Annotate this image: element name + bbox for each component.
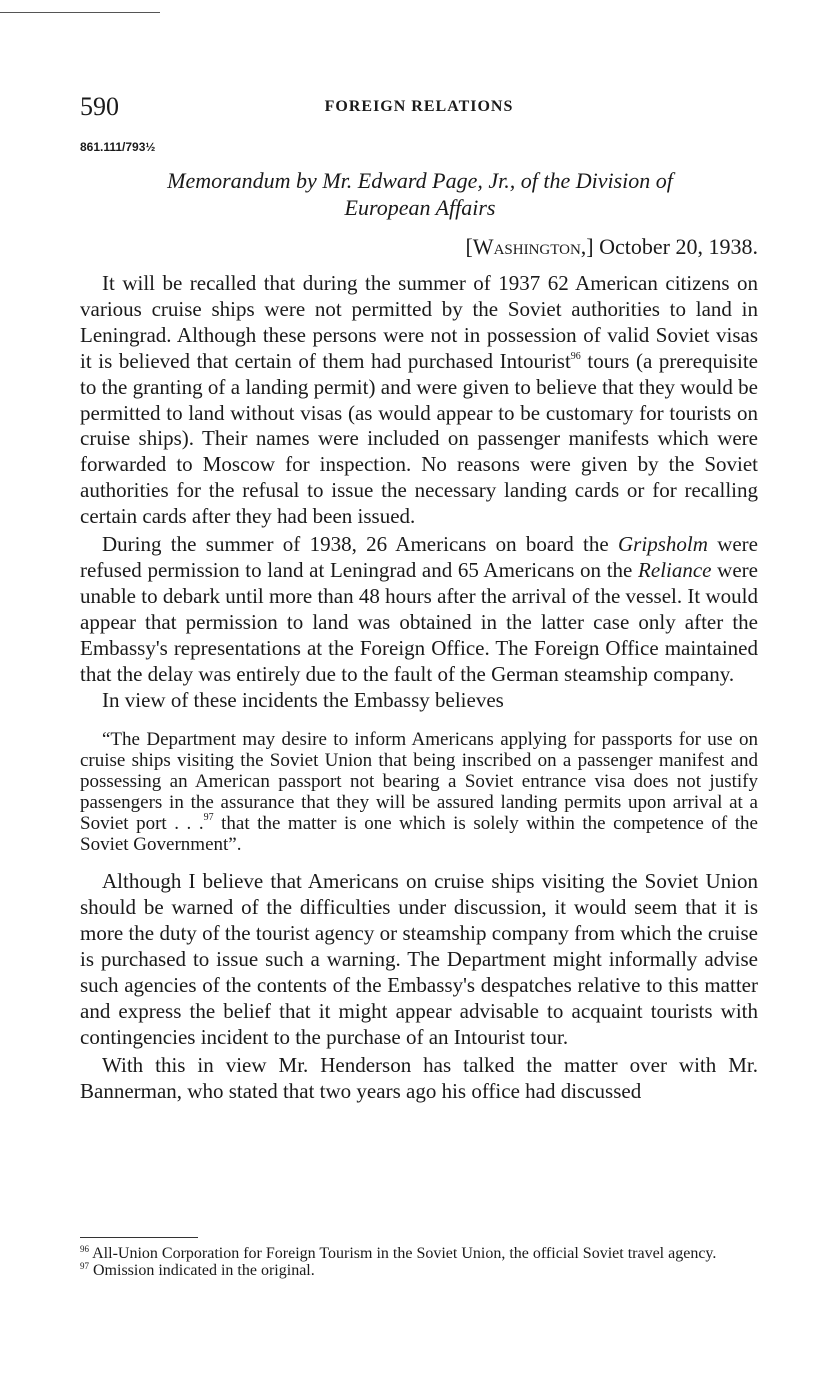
paragraph-4: Although I believe that Americans on cruise ships visiting the Soviet Union should be warned of the difficulties under discussion, it would seem that it is more the duty of the tourist agency or steamship company from which the cruise is purchased to issue such a warning. The Department might informally advise such agencies of the contents of the Embassy's despatches relative to this matter and express the belief that it might appear advisable to acquaint tourists with contingencies incident to the purchase of an Intourist tour. — [80, 869, 758, 1049]
footnote-mark-96: 96 — [80, 1244, 89, 1254]
dateline-place: [Washington,] — [465, 234, 594, 259]
memorandum-body — [80, 271, 758, 1105]
page-header — [80, 92, 758, 122]
paragraph-2-text-a: During the summer of 1938, 26 Americans on board the — [102, 532, 619, 557]
footnote-96 — [80, 1245, 758, 1262]
paragraph-2-text-c: were unable to debark until more than 48 hours after the arrival of the vessel. It would appear that permission to land was obtained in the latter case only after the Embassy's representations at the Foreign Office. The Foreign Office maintained that the delay was entirely due to the fault of the German steamship company. — [80, 557, 758, 686]
file-number: 861.111/793½ — [80, 140, 156, 154]
page-number: 590 — [80, 92, 119, 121]
footnote-text-96: All-Union Corporation for Foreign Tourism in the Soviet Union, the official Soviet travel agency. — [92, 1245, 717, 1262]
top-edge-rule — [0, 12, 160, 13]
paragraph-1-text-b: tours (a prerequisite to the granting of a landing permit) and were given to believe that they would be permitted to land without visas (as would appear to be customary for tourists on cruise ships). Their names were included on passenger manifests which were forwarded to Moscow for inspection. No reasons were given by the Soviet authorities for the refusal to issue the necessary landing cards or for recalling certain cards after they had been issued. — [80, 348, 758, 529]
paragraph-2 — [80, 532, 758, 687]
footnote-ref-96: 96 — [570, 350, 581, 362]
paragraph-3: In view of these incidents the Embassy believes — [102, 687, 504, 712]
footnotes — [80, 1245, 758, 1279]
document-title — [100, 167, 740, 221]
ship-name-reliance: Reliance — [638, 557, 712, 582]
paragraph-1-text-a: It will be recalled that during the summer of 1937 62 American citizens on various cruise ships were not permitted by the Soviet authorities to land in Leningrad. Although these persons were not in possession of valid Soviet visas it is believed that certain of them had purchased Intourist — [80, 271, 758, 373]
quote-text-a: “The Department may desire to inform Americans applying for passports for use on cruise ships visiting the Soviet Union that being inscribed on a passenger manifest and possessing an American passport not bearing a Soviet entrance visa does not justify passengers in the assurance that they will be assured landing permits upon arrival at a Soviet port . . . — [80, 729, 758, 835]
title-line-1: Memorandum by Mr. Edward Page, Jr., of the Division of — [167, 168, 673, 193]
footnote-97 — [80, 1262, 758, 1279]
ship-name-gripsholm: Gripsholm — [618, 532, 708, 557]
paragraph-1 — [80, 271, 758, 530]
footnote-divider — [80, 1237, 198, 1238]
running-head: FOREIGN RELATIONS — [324, 98, 514, 115]
embassy-quote — [80, 729, 758, 855]
footnote-ref-97: 97 — [203, 812, 214, 824]
footnote-text-97: Omission indicated in the original. — [93, 1262, 315, 1279]
footnote-mark-97: 97 — [80, 1261, 89, 1271]
title-line-2: European Affairs — [344, 195, 496, 220]
dateline — [465, 232, 758, 262]
paragraph-2-text-b: were refused permission to land at Leningrad and 65 Americans on the — [80, 532, 758, 582]
quote-text-b: that the matter is one which is solely within the competence of the Soviet Government”. — [80, 813, 758, 856]
dateline-date: October 20, 1938. — [593, 234, 758, 259]
paragraph-5: With this in view Mr. Henderson has talked the matter over with Mr. Bannerman, who stated that two years ago his office had discussed — [80, 1052, 758, 1103]
